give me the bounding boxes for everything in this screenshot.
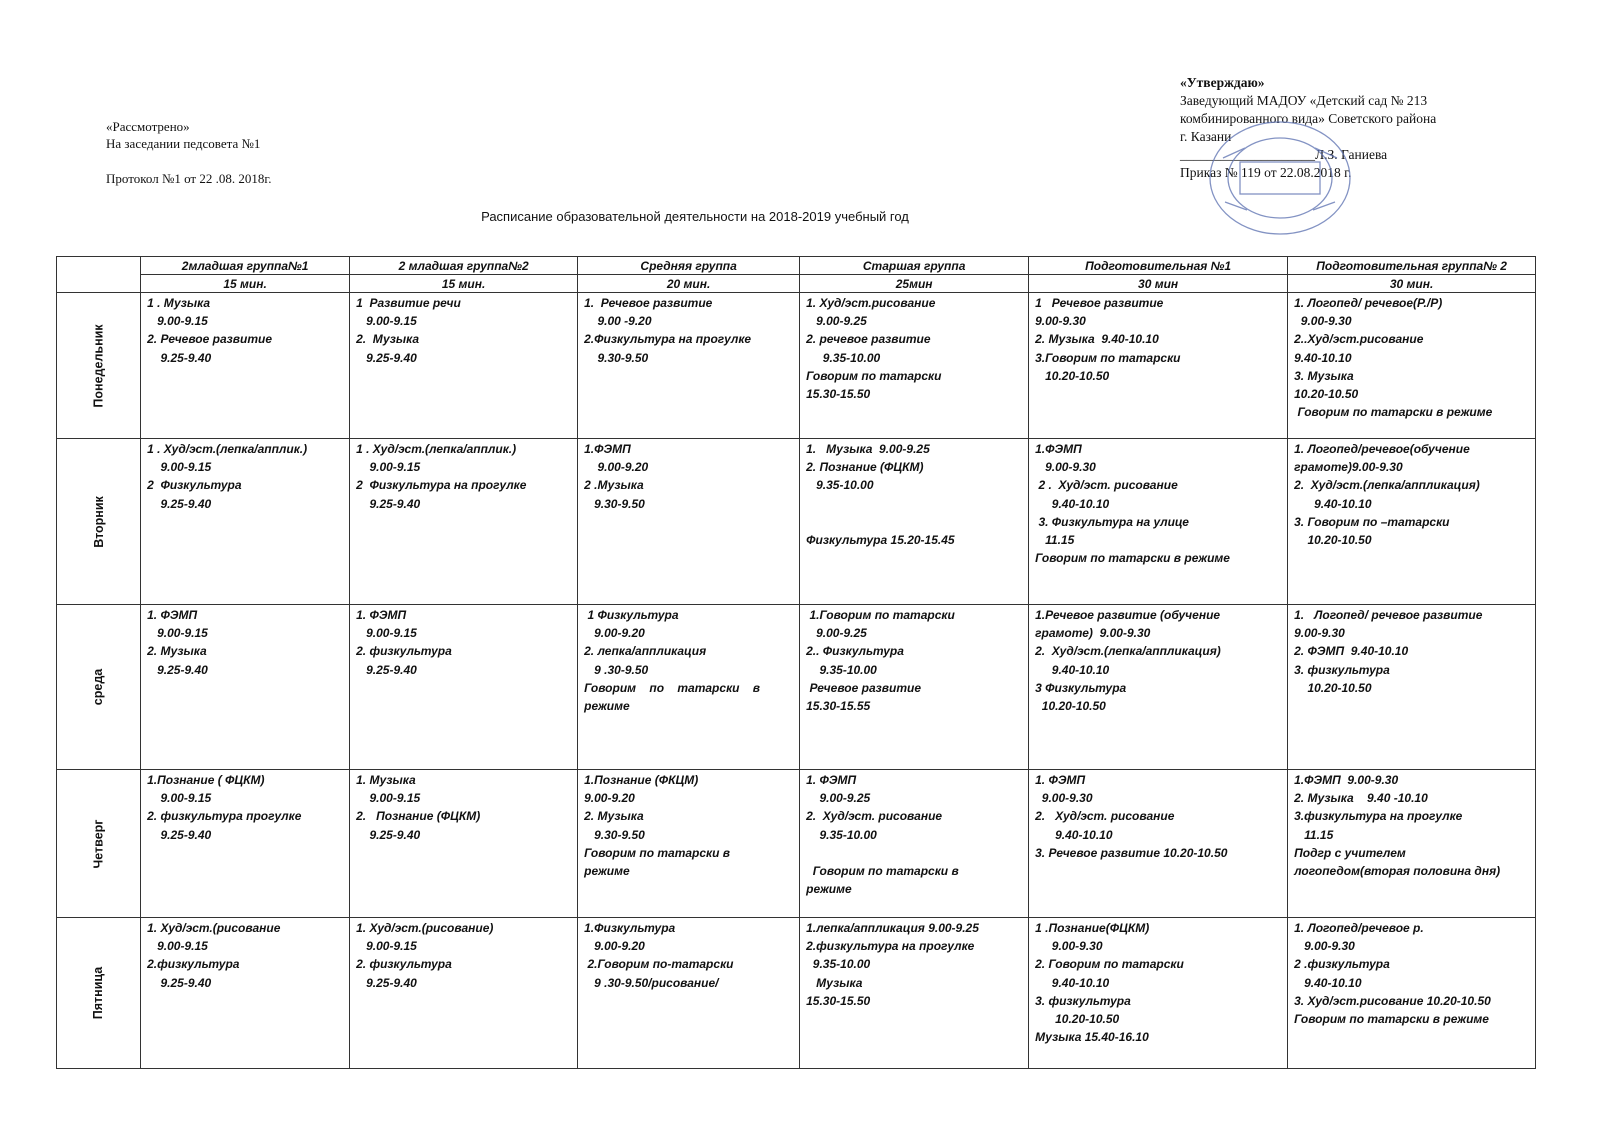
lesson-cell (141, 439, 350, 605)
duration-header-row (57, 275, 1536, 293)
lesson-line: 9.00-9.25 (806, 314, 867, 329)
city-name: г. Казани (1180, 129, 1232, 144)
lesson-cell (141, 605, 350, 770)
lesson-cell (800, 439, 1029, 605)
lesson-list (1029, 293, 1287, 385)
lesson-list (800, 770, 1028, 898)
lesson-line: 10.20-10.50 (1035, 699, 1106, 714)
group-name: 2младшая группа№1 (141, 257, 350, 275)
lesson-cell (578, 918, 800, 1069)
lesson-line: 9.00-9.30 (1035, 460, 1096, 475)
lesson-cell (800, 605, 1029, 770)
lesson-cell (350, 605, 578, 770)
lesson-line: 11.15 (1035, 533, 1075, 548)
lesson-line: 2. речевое развитие (806, 332, 931, 347)
lesson-line: режиме (806, 882, 852, 897)
signature-line: ____________________Л.З. Ганиева (1180, 147, 1388, 162)
lesson-line: 9.00-9.15 (356, 939, 417, 954)
lesson-line: 9.25-9.40 (147, 350, 212, 365)
lesson-line: 9.00-9.30 (1035, 314, 1086, 329)
lesson-line: 1.лепка/аппликация 9.00-9.25 (806, 921, 979, 935)
day-row (57, 439, 1536, 605)
lesson-line: 2.физкультура на прогулке (806, 939, 975, 954)
lesson-line: 2. лепка/аппликация (584, 644, 707, 659)
lesson-line: 1 . Музыка (147, 296, 211, 310)
day-name: среда (91, 668, 106, 706)
lesson-line: 2. физкультура (356, 957, 452, 972)
lesson-list (578, 918, 799, 992)
lesson-line: 9.30-9.50 (584, 827, 645, 842)
lesson-list (141, 439, 349, 513)
day-name: Вторник (91, 495, 106, 548)
lesson-cell (350, 439, 578, 605)
reviewed-label: «Рассмотрено» (106, 119, 190, 134)
group-name: Подготовительная группа№ 2 (1288, 257, 1536, 275)
lesson-line: 9.25-9.40 (147, 827, 212, 842)
lesson-cell (1029, 293, 1288, 439)
lesson-line: 3.физкультура на прогулке (1294, 809, 1463, 824)
lesson-line: 3. Речевое развитие 10.20-10.50 (1035, 845, 1228, 860)
lesson-line: 9.00-9.15 (147, 939, 208, 954)
lesson-line: 9.25-9.40 (356, 827, 421, 842)
lesson-line: 1.ФЭМП (1035, 442, 1082, 456)
schedule-title: Расписание образовательной деятельности на 2018-2019 учебный год (481, 209, 909, 224)
lesson-line: 9.25-9.40 (356, 350, 417, 365)
lesson-list (141, 605, 349, 679)
group-duration: 25мин (800, 275, 1029, 293)
lesson-list (578, 293, 799, 367)
lesson-list (578, 439, 799, 513)
lesson-list (350, 918, 577, 992)
lesson-cell (1029, 605, 1288, 770)
lesson-list (1029, 439, 1287, 567)
lesson-line: 9.00-9.30 (1035, 939, 1103, 954)
lesson-line: 2.Физкультура на прогулке (584, 332, 752, 347)
lesson-line: 9.40-10.10 (1035, 827, 1113, 842)
day-row (57, 605, 1536, 770)
lesson-line: 9.40-10.10 (1294, 975, 1362, 990)
lesson-list (1029, 605, 1287, 715)
lesson-line: 9.25-9.40 (356, 662, 417, 677)
lesson-line: Говорим по татарски (806, 368, 942, 383)
lesson-line: 9.25-9.40 (147, 975, 212, 990)
lesson-list (1288, 605, 1535, 697)
lesson-cell (578, 439, 800, 605)
lesson-line: 15.30-15.55 (806, 699, 871, 714)
lesson-line: 9.40-10.10 (1035, 662, 1110, 677)
day-cell (57, 770, 141, 918)
lesson-line: 2. Музыка 9.40-10.10 (1035, 332, 1159, 347)
lesson-list (1288, 293, 1535, 421)
lesson-line: 9.00-9.20 (584, 460, 649, 475)
lesson-line: 9.35-10.00 (806, 957, 871, 972)
approve-label: «Утверждаю» (1180, 75, 1265, 90)
lesson-line: 1. Худ/эст.(рисование) (356, 921, 494, 935)
lesson-line: 3. физкультура (1294, 662, 1390, 677)
lesson-line: 2. Музыка 9.40 -10.10 (1294, 791, 1428, 806)
group-header-row (57, 257, 1536, 275)
lesson-list (578, 605, 799, 715)
lesson-line: 9.00-9.20 (584, 626, 645, 641)
lesson-line: 2..Худ/эст.рисование (1294, 332, 1424, 347)
schedule-table (56, 256, 1536, 1069)
lesson-line: 9.00-9.30 (1294, 939, 1355, 954)
lesson-cell (1288, 605, 1536, 770)
lesson-cell (1288, 918, 1536, 1069)
lesson-cell (800, 918, 1029, 1069)
lesson-cell (578, 293, 800, 439)
day-name: Пятница (91, 966, 106, 1020)
lesson-line: 10.20-10.50 (1294, 387, 1359, 402)
lesson-line: 1 .Познание(ФЦКМ) (1035, 921, 1150, 935)
lesson-line: 3.Говорим по татарски (1035, 350, 1181, 365)
lesson-line: 9.25-9.40 (356, 496, 421, 511)
lesson-line: 2. Худ/эст.(лепка/аппликация) (1294, 478, 1480, 493)
lesson-line: 3. физкультура (1035, 993, 1131, 1008)
corner-cell (57, 257, 141, 293)
lesson-line (806, 844, 1025, 862)
lesson-list (800, 293, 1028, 403)
lesson-line: 1 . Худ/эст.(лепка/апплик.) (356, 442, 517, 456)
lesson-line: 11.15 (1294, 827, 1334, 842)
kindergarten-type: комбинированного вида» Советского района (1180, 111, 1437, 126)
group-duration: 15 мин. (350, 275, 578, 293)
lesson-line: 3. Говорим по –татарски (1294, 514, 1450, 529)
lesson-line: Говорим по татарски в (584, 680, 761, 695)
group-duration: 15 мин. (141, 275, 350, 293)
lesson-cell (350, 293, 578, 439)
lesson-line: 1.ФЭМП (584, 442, 631, 456)
lesson-list (141, 293, 349, 367)
lesson-list (800, 918, 1028, 1010)
lesson-line: 9.00-9.15 (147, 460, 212, 475)
lesson-line: 2. Речевое развитие (147, 332, 273, 347)
lesson-cell (141, 918, 350, 1069)
lesson-line: 9.30-9.50 (584, 496, 645, 511)
lesson-line: 9.25-9.40 (147, 496, 212, 511)
lesson-line: 2. Познание (ФЦКМ) (806, 460, 924, 475)
lesson-list (141, 770, 349, 844)
lesson-line: 9.00-9.15 (356, 626, 417, 641)
lesson-line: 2. Худ/эст.(лепка/аппликация) (1035, 644, 1221, 659)
day-name: Понедельник (91, 323, 106, 408)
lesson-cell (1288, 293, 1536, 439)
lesson-line: 9.00-9.30 (1035, 791, 1093, 806)
lesson-cell (1288, 770, 1536, 918)
lesson-line: 9.25-9.40 (356, 975, 417, 990)
lesson-line: 15.30-15.50 (806, 387, 871, 402)
lesson-list (578, 770, 799, 880)
lesson-line: 2. Музыка (584, 809, 644, 824)
lesson-line: 2. физкультура прогулке (147, 809, 302, 824)
lesson-list (350, 770, 577, 844)
lesson-line: 2 .физкультура (1294, 957, 1390, 972)
protocol-label: Протокол №1 от 22 .08. 2018г. (106, 171, 272, 186)
lesson-line: 1.Речевое развитие (обучение (1035, 608, 1221, 622)
group-duration: 30 мин (1029, 275, 1288, 293)
lesson-line: 9 .30-9.50/рисование/ (584, 975, 719, 990)
lesson-line: 2. Музыка (147, 644, 207, 659)
day-cell (57, 918, 141, 1069)
lesson-line: 2. физкультура (356, 644, 452, 659)
lesson-cell (800, 293, 1029, 439)
lesson-line: 9.00-9.30 (1294, 314, 1352, 329)
lesson-line: 3. Музыка (1294, 368, 1354, 383)
lesson-list (800, 605, 1028, 715)
lesson-line: 1. Худ/эст.(рисование (147, 921, 281, 935)
lesson-line: 1. ФЭМП (356, 608, 407, 622)
lesson-line: 9.35-10.00 (806, 662, 877, 677)
lesson-line: 9.35-10.00 (806, 350, 881, 365)
lesson-line: Физкультура 15.20-15.45 (806, 532, 955, 547)
lesson-line: 10.20-10.50 (1294, 533, 1372, 548)
lesson-list (1029, 918, 1287, 1046)
day-row (57, 770, 1536, 918)
lesson-line: 9.00 -9.20 (584, 314, 652, 329)
lesson-cell (1029, 918, 1288, 1069)
lesson-line: Говорим по татарски в режиме (1294, 405, 1493, 420)
lesson-line: 10.20-10.50 (1035, 1012, 1120, 1027)
lesson-line: 9.35-10.00 (806, 478, 874, 493)
lesson-line: Музыка (806, 975, 863, 990)
lesson-line: 9.00-9.20 (584, 791, 635, 806)
lesson-cell (800, 770, 1029, 918)
lesson-line: 2 .Музыка (584, 478, 644, 493)
approval-left-block (106, 118, 271, 187)
lesson-list (1288, 439, 1535, 549)
lesson-list (350, 439, 577, 513)
lesson-line: 9.00-9.15 (147, 314, 208, 329)
lesson-line: 2.физкультура (147, 957, 240, 972)
lesson-line (806, 495, 1025, 513)
day-cell (57, 605, 141, 770)
lesson-line: Подгр с учителем (1294, 845, 1406, 860)
group-duration: 20 мин. (578, 275, 800, 293)
order-label: Приказ № 119 от 22.08.2018 г. (1180, 165, 1352, 180)
lesson-cell (1029, 439, 1288, 605)
lesson-line: 9.30-9.50 (584, 350, 649, 365)
lesson-line: грамоте)9.00-9.30 (1294, 460, 1403, 475)
lesson-line: 2 . Худ/эст. рисование (1035, 478, 1178, 493)
lesson-line: 1 Развитие речи (356, 296, 461, 310)
group-name: 2 младшая группа№2 (350, 257, 578, 275)
lesson-line: 9.40-10.10 (1294, 350, 1352, 365)
lesson-line: 1 Физкультура (584, 608, 679, 622)
lesson-line: 2. Музыка (356, 332, 420, 347)
lesson-list (1029, 770, 1287, 862)
lesson-line: 3 Физкультура (1035, 680, 1127, 695)
lesson-line: 9.00-9.25 (806, 626, 867, 641)
lesson-line: 9.35-10.00 (806, 827, 877, 842)
lesson-line: режиме (584, 864, 630, 879)
lesson-line: 1. Музыка (356, 773, 416, 787)
lesson-cell (578, 605, 800, 770)
lesson-line: 1 Речевое развитие (1035, 296, 1164, 310)
lesson-line: 2. Говорим по татарски (1035, 957, 1184, 972)
lesson-line: 1.Познание (ФКЦМ) (584, 773, 699, 787)
lesson-line: 2 Физкультура на прогулке (356, 478, 527, 493)
lesson-line: 1.Физкультура (584, 921, 676, 935)
lesson-cell (141, 770, 350, 918)
head-position: Заведующий МАДОУ «Детский сад № 213 (1180, 93, 1428, 108)
day-row (57, 293, 1536, 439)
lesson-cell (141, 293, 350, 439)
lesson-line: 2 Физкультура (147, 478, 242, 493)
day-cell (57, 293, 141, 439)
lesson-line: 9.00-9.25 (806, 791, 871, 806)
lesson-line: 9.00-9.15 (356, 314, 417, 329)
lesson-cell (1288, 439, 1536, 605)
lesson-line: 3. Худ/эст.рисование 10.20-10.50 (1294, 993, 1491, 1008)
lesson-line: Говорим по татарски в режиме (1294, 1012, 1489, 1027)
group-name: Подготовительная №1 (1029, 257, 1288, 275)
lesson-cell (350, 770, 578, 918)
lesson-line: 9.00-9.20 (584, 939, 645, 954)
lesson-line: 10.20-10.50 (1035, 368, 1110, 383)
lesson-cell (1029, 770, 1288, 918)
lesson-line: 9.00-9.15 (147, 791, 212, 806)
lesson-line: 2.. Физкультура (806, 644, 904, 659)
day-row (57, 918, 1536, 1069)
lesson-line: грамоте) 9.00-9.30 (1035, 626, 1151, 641)
lesson-line: Речевое развитие (806, 680, 922, 695)
lesson-line: 1. ФЭМП (147, 608, 198, 622)
group-name: Старшая группа (800, 257, 1029, 275)
lesson-line: 1. Логопед/речевое(обучение (1294, 442, 1470, 456)
lesson-list (800, 439, 1028, 549)
lesson-line: 1. ФЭМП (806, 773, 857, 787)
lesson-line: логопедом(вторая половина дня) (1294, 864, 1501, 879)
lesson-line: 9.00-9.15 (147, 626, 208, 641)
lesson-list (141, 918, 349, 992)
lesson-line: 9 .30-9.50 (584, 662, 649, 677)
lesson-line: 9.00-9.30 (1294, 626, 1345, 641)
lesson-line: 2. Худ/эст. рисование (1035, 809, 1175, 824)
lesson-line: режиме (584, 699, 630, 714)
day-name: Четверг (91, 818, 106, 869)
lesson-line: 2. Худ/эст. рисование (806, 809, 943, 824)
lesson-line: 2. ФЭМП 9.40-10.10 (1294, 644, 1409, 659)
lesson-line: 1.Говорим по татарски (806, 608, 955, 622)
lesson-line (806, 513, 1025, 531)
lesson-line: 1.Познание ( ФЦКМ) (147, 773, 265, 787)
lesson-line: Говорим по татарски в режиме (1035, 551, 1230, 566)
lesson-line: 1. Логопед/ речевое(Р./Р) (1294, 296, 1443, 310)
lesson-line: 9.40-10.10 (1294, 496, 1372, 511)
lesson-line: Говорим по татарски в (584, 845, 731, 860)
lesson-line: 3. Физкультура на улице (1035, 514, 1189, 529)
lesson-line: 1. ФЭМП (1035, 773, 1086, 787)
lesson-line: 1. Логопед/речевое р. (1294, 921, 1424, 935)
lesson-list (1288, 770, 1535, 880)
lesson-list (350, 605, 577, 679)
lesson-line: 1.ФЭМП 9.00-9.30 (1294, 773, 1399, 787)
lesson-line: 9.00-9.15 (356, 460, 421, 475)
group-name: Средняя группа (578, 257, 800, 275)
lesson-cell (578, 770, 800, 918)
lesson-line: 9.40-10.10 (1035, 496, 1110, 511)
lesson-list (1288, 918, 1535, 1028)
lesson-cell (350, 918, 578, 1069)
lesson-line: 1 . Худ/эст.(лепка/апплик.) (147, 442, 308, 456)
lesson-line: 15.30-15.50 (806, 993, 871, 1008)
lesson-line: 10.20-10.50 (1294, 680, 1372, 695)
lesson-line: 9.25-9.40 (147, 662, 208, 677)
lesson-line: 2. Познание (ФЦКМ) (356, 809, 481, 824)
lesson-line: 1. Худ/эст.рисование (806, 296, 936, 310)
lesson-line: Музыка 15.40-16.10 (1035, 1030, 1149, 1045)
lesson-line: 9.00-9.15 (356, 791, 421, 806)
lesson-line: 1. Речевое развитие (584, 296, 713, 310)
lesson-line: 1. Музыка 9.00-9.25 (806, 442, 930, 456)
lesson-line: 1. Логопед/ речевое развитие (1294, 608, 1483, 622)
pedsovet-label: На заседании педсовета №1 (106, 136, 261, 151)
lesson-line: 2.Говорим по-татарски (584, 957, 734, 972)
group-duration: 30 мин. (1288, 275, 1536, 293)
lesson-line: 9.40-10.10 (1035, 975, 1110, 990)
lesson-list (350, 293, 577, 367)
lesson-line: Говорим по татарски в (806, 864, 959, 878)
day-cell (57, 439, 141, 605)
